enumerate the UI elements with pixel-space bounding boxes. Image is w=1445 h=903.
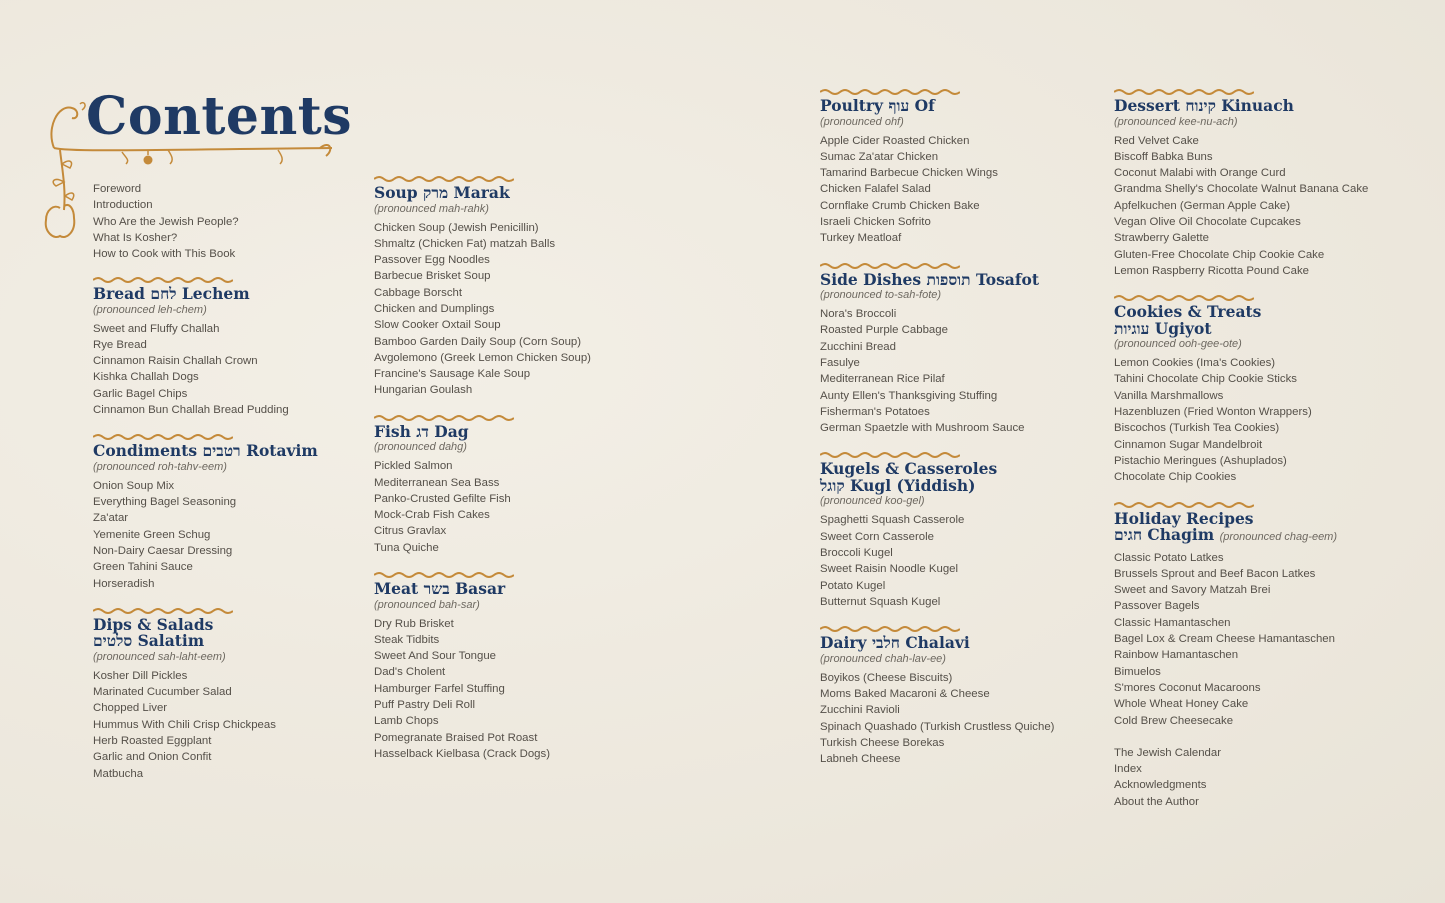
section-title-hebrew: עוגיות Ugiyot xyxy=(1114,318,1212,338)
list-item[interactable]: Gluten-Free Chocolate Chip Cookie Cake xyxy=(1114,248,1325,261)
list-item[interactable]: Lamb Chops xyxy=(374,715,439,728)
list-item[interactable]: Potato Kugel xyxy=(820,579,886,592)
wave-divider xyxy=(820,450,960,459)
section-title: Condiments רטבים Rotavim xyxy=(93,441,318,461)
list-item[interactable]: Hummus With Chili Crisp Chickpeas xyxy=(93,718,276,731)
list-item[interactable]: Chicken Falafel Salad xyxy=(820,183,931,196)
pronunciation: (pronounced ohf) xyxy=(820,115,904,128)
list-item[interactable]: Tahini Chocolate Chip Cookie Sticks xyxy=(1114,373,1297,386)
list-item[interactable]: Horseradish xyxy=(93,577,155,590)
spacer xyxy=(1114,729,1368,745)
section-side-dishes xyxy=(820,261,1054,437)
list-item[interactable]: Spaghetti Squash Casserole xyxy=(820,514,965,527)
section-title-hebrew: קוגל Kugl (Yiddish) xyxy=(820,475,976,495)
pronunciation: (pronounced koo-gel) xyxy=(820,495,925,508)
wave-divider xyxy=(1114,293,1254,302)
section-dessert xyxy=(1114,87,1368,279)
list-item[interactable]: Puff Pastry Deli Roll xyxy=(374,699,476,712)
list-item[interactable]: S'mores Coconut Macaroons xyxy=(1114,681,1261,694)
list-item[interactable]: Lemon Cookies (Ima's Cookies) xyxy=(1114,357,1276,370)
list-item[interactable]: The Jewish Calendar xyxy=(1114,746,1221,759)
list-item[interactable]: Acknowledgments xyxy=(1114,779,1207,792)
list-item[interactable]: Chicken and Dumplings xyxy=(374,302,495,315)
list-item[interactable]: Fasulye xyxy=(820,356,860,369)
list-item[interactable]: Dry Rub Brisket xyxy=(374,617,454,630)
list-item[interactable]: Whole Wheat Honey Cake xyxy=(1114,698,1249,711)
list-item[interactable]: Garlic and Onion Confit xyxy=(93,751,212,764)
section-title: Dips & Salads xyxy=(93,614,214,634)
pronunciation: (pronounced kee-nu-ach) xyxy=(1114,115,1238,128)
list-item[interactable]: Sweet Raisin Noodle Kugel xyxy=(820,563,959,576)
list-item[interactable]: Rainbow Hamantaschen xyxy=(1114,649,1239,662)
list-item[interactable]: Tuna Quiche xyxy=(374,541,439,554)
list-item[interactable]: Kishka Challah Dogs xyxy=(93,371,199,384)
section-title: Dessert קינוח Kinuach xyxy=(1114,96,1294,115)
list-item[interactable]: Bimuelos xyxy=(1114,665,1161,678)
pronunciation: (pronounced leh-chem) xyxy=(93,303,207,316)
list-item[interactable]: Cinnamon Bun Challah Bread Pudding xyxy=(93,403,289,416)
list-item[interactable]: Cold Brew Cheesecake xyxy=(1114,714,1234,727)
list-item[interactable]: Sumac Za'atar Chicken xyxy=(820,150,939,163)
wave-divider xyxy=(820,261,960,270)
pronunciation: (pronounced mah-rahk) xyxy=(374,202,489,215)
list-item[interactable]: Apfelkuchen (German Apple Cake) xyxy=(1114,199,1291,212)
list-item[interactable]: Cinnamon Raisin Challah Crown xyxy=(93,355,258,368)
list-item[interactable]: Garlic Bagel Chips xyxy=(93,387,188,400)
list-item[interactable]: Aunty Ellen's Thanksgiving Stuffing xyxy=(820,389,998,402)
list-item[interactable]: Mock-Crab Fish Cakes xyxy=(374,509,490,522)
section-title: Meat בשר Basar xyxy=(374,579,506,599)
list-item[interactable]: Roasted Purple Cabbage xyxy=(820,324,948,337)
section-cookies xyxy=(1114,293,1368,485)
list-item[interactable]: What Is Kosher? xyxy=(93,231,178,244)
pronunciation: (pronounced sah-laht-eem) xyxy=(93,650,226,663)
section-title: Dairy חלבי Chalavi xyxy=(820,633,970,653)
list-item[interactable]: About the Author xyxy=(1114,795,1199,808)
list-item[interactable]: Lemon Raspberry Ricotta Pound Cake xyxy=(1114,264,1310,277)
list-item[interactable]: Fisherman's Potatoes xyxy=(820,405,930,418)
section-title-hebrew: סלטים Salatim xyxy=(93,631,205,651)
section-title: Soup מרק Marak xyxy=(374,183,510,202)
pronunciation: (pronounced roh-tahv-eem) xyxy=(93,460,227,473)
wave-divider xyxy=(93,275,233,284)
list-item[interactable]: Kosher Dill Pickles xyxy=(93,669,188,682)
list-item[interactable]: Non-Dairy Caesar Dressing xyxy=(93,544,233,557)
list-item[interactable]: Cornflake Crumb Chicken Bake xyxy=(820,199,980,212)
intro-list xyxy=(93,181,239,262)
section-title: Bread לחם Lechem xyxy=(93,284,250,303)
list-item[interactable]: Pistachio Meringues (Ashuplados) xyxy=(1114,454,1287,467)
pronunciation: (pronounced chah-lav-ee) xyxy=(820,652,946,665)
list-item[interactable]: Dad's Cholent xyxy=(374,666,446,679)
list-item[interactable]: Everything Bagel Seasoning xyxy=(93,496,237,509)
list-item[interactable]: Vanilla Marshmallows xyxy=(1114,389,1224,402)
section-title-hebrew-text: חגים Chagim xyxy=(1114,525,1215,545)
list-item[interactable]: Cabbage Borscht xyxy=(374,286,463,299)
list-item[interactable]: Hazenbluzen (Fried Wonton Wrappers) xyxy=(1114,406,1312,419)
section-title: Fish דג Dag xyxy=(374,421,469,441)
list-item[interactable]: Hungarian Goulash xyxy=(374,384,473,397)
list-item[interactable]: Who Are the Jewish People? xyxy=(93,215,239,228)
list-item[interactable]: Mediterranean Sea Bass xyxy=(374,476,500,489)
list-item[interactable]: Brussels Sprout and Beef Bacon Latkes xyxy=(1114,567,1316,580)
list-item[interactable]: Pomegranate Braised Pot Roast xyxy=(374,731,538,744)
list-item[interactable]: Chicken Soup (Jewish Penicillin) xyxy=(374,221,539,234)
list-item[interactable]: Marinated Cucumber Salad xyxy=(93,686,232,699)
list-item[interactable]: How to Cook with This Book xyxy=(93,248,236,261)
list-item[interactable]: Vegan Olive Oil Chocolate Cupcakes xyxy=(1114,215,1301,228)
list-item[interactable]: Onion Soup Mix xyxy=(93,479,175,492)
section-dips-salads xyxy=(93,606,318,782)
section-fish xyxy=(374,413,591,556)
list-item[interactable]: Red Velvet Cake xyxy=(1114,134,1199,147)
list-item[interactable]: Broccoli Kugel xyxy=(820,547,893,560)
pronunciation: (pronounced dahg) xyxy=(374,441,467,454)
list-item[interactable]: Classic Hamantaschen xyxy=(1114,616,1231,629)
section-condiments xyxy=(93,432,318,592)
section-meat xyxy=(374,570,591,762)
list-item[interactable]: Pickled Salmon xyxy=(374,460,453,473)
list-item[interactable]: Chopped Liver xyxy=(93,702,168,715)
list-item[interactable]: Za'atar xyxy=(93,512,129,525)
list-item[interactable]: Turkey Meatloaf xyxy=(820,232,902,245)
list-item[interactable]: Hasselback Kielbasa (Crack Dogs) xyxy=(374,747,550,760)
wave-divider xyxy=(374,570,514,579)
column-2 xyxy=(374,174,591,776)
wave-divider xyxy=(93,606,233,615)
list-item[interactable]: German Spaetzle with Mushroom Sauce xyxy=(820,422,1025,435)
wave-divider xyxy=(820,624,960,633)
list-item[interactable]: Foreword xyxy=(93,183,142,195)
list-item[interactable]: Mediterranean Rice Pilaf xyxy=(820,373,945,386)
list-item[interactable]: Cinnamon Sugar Mandelbroit xyxy=(1114,438,1263,451)
list-item[interactable]: Passover Egg Noodles xyxy=(374,254,490,267)
list-item[interactable]: Coconut Malabi with Orange Curd xyxy=(1114,167,1286,180)
list-item[interactable]: Moms Baked Macaroni & Cheese xyxy=(820,688,990,701)
column-1 xyxy=(93,275,318,796)
list-item[interactable]: Index xyxy=(1114,763,1142,776)
section-soup xyxy=(374,174,591,399)
list-item[interactable]: Turkish Cheese Borekas xyxy=(820,736,945,749)
list-item[interactable]: Citrus Gravlax xyxy=(374,525,447,538)
list-item[interactable]: Green Tahini Sauce xyxy=(93,561,193,574)
list-item[interactable]: Yemenite Green Schug xyxy=(93,528,211,541)
pronunciation: (pronounced to-sah-fote) xyxy=(820,289,942,302)
wave-divider xyxy=(1114,87,1254,96)
list-item[interactable]: Avgolemono (Greek Lemon Chicken Soup) xyxy=(374,351,591,364)
wave-divider xyxy=(1114,500,1254,509)
list-item[interactable]: Sweet and Fluffy Challah xyxy=(93,322,220,335)
section-title: Cookies & Treats xyxy=(1114,302,1262,322)
list-item[interactable]: Sweet And Sour Tongue xyxy=(374,650,497,663)
list-item[interactable]: Labneh Cheese xyxy=(820,753,901,766)
list-item[interactable]: Zucchini Ravioli xyxy=(820,704,900,717)
list-item[interactable]: Bagel Lox & Cream Cheese Hamantaschen xyxy=(1114,633,1335,646)
list-item[interactable]: Barbecue Brisket Soup xyxy=(374,270,491,283)
list-item[interactable]: Apple Cider Roasted Chicken xyxy=(820,134,970,147)
list-item[interactable]: Hamburger Farfel Stuffing xyxy=(374,682,505,695)
section-title: Side Dishes תוספות Tosafot xyxy=(820,269,1040,289)
list-item[interactable]: Grandma Shelly's Chocolate Walnut Banana Cake xyxy=(1114,183,1369,196)
wave-divider xyxy=(93,432,233,441)
column-3 xyxy=(820,87,1054,782)
list-item[interactable]: Passover Bagels xyxy=(1114,600,1200,613)
list-item[interactable]: Rye Bread xyxy=(93,338,147,351)
list-item[interactable]: Classic Potato Latkes xyxy=(1114,551,1224,564)
column-4 xyxy=(1114,87,1368,824)
list-item[interactable]: Boyikos (Cheese Biscuits) xyxy=(820,671,953,684)
list-item[interactable]: Butternut Squash Kugel xyxy=(820,595,941,608)
list-item[interactable]: Strawberry Galette xyxy=(1114,232,1209,245)
list-item[interactable]: Spinach Quashado (Turkish Crustless Quiche) xyxy=(820,720,1055,733)
section-holiday xyxy=(1114,500,1368,810)
list-item[interactable]: Bamboo Garden Daily Soup (Corn Soup) xyxy=(374,335,582,348)
section-poultry xyxy=(820,87,1054,247)
section-title: Holiday Recipes xyxy=(1114,508,1254,528)
list-item[interactable]: Biscochos (Turkish Tea Cookies) xyxy=(1114,422,1280,435)
list-item[interactable]: Herb Roasted Eggplant xyxy=(93,735,212,748)
wave-divider xyxy=(374,413,514,422)
list-item[interactable]: Panko-Crusted Gefilte Fish xyxy=(374,492,511,505)
section-title: Kugels & Casseroles xyxy=(820,459,998,479)
list-item[interactable]: Israeli Chicken Sofrito xyxy=(820,215,931,228)
section-dairy xyxy=(820,624,1054,767)
wave-divider xyxy=(820,87,960,96)
section-title: Poultry עוף Of xyxy=(820,96,935,115)
page-title: Contents xyxy=(86,86,353,147)
list-item[interactable]: Sweet Corn Casserole xyxy=(820,530,934,543)
list-item[interactable]: Steak Tidbits xyxy=(374,633,440,646)
pronunciation: (pronounced chag-eem) xyxy=(1219,531,1338,544)
pronunciation: (pronounced ooh-gee-ote) xyxy=(1114,338,1242,351)
list-item[interactable]: Introduction xyxy=(93,199,153,212)
list-item[interactable]: Biscoff Babka Buns xyxy=(1114,150,1213,163)
section-bread xyxy=(93,275,318,418)
list-item[interactable]: Zucchini Bread xyxy=(820,340,896,353)
list-item[interactable]: Francine's Sausage Kale Soup xyxy=(374,368,531,381)
list-item[interactable]: Sweet and Savory Matzah Brei xyxy=(1114,584,1271,597)
list-item[interactable]: Shmaltz (Chicken Fat) matzah Balls xyxy=(374,237,556,250)
wave-divider xyxy=(374,174,514,183)
section-kugels xyxy=(820,450,1054,610)
pronunciation: (pronounced bah-sar) xyxy=(374,598,480,611)
list-item[interactable]: Nora's Broccoli xyxy=(820,308,897,321)
list-item[interactable]: Matbucha xyxy=(93,767,144,780)
list-item[interactable]: Chocolate Chip Cookies xyxy=(1114,471,1237,484)
section-title-hebrew xyxy=(1114,527,1368,546)
list-item[interactable]: Tamarind Barbecue Chicken Wings xyxy=(820,167,998,180)
list-item[interactable]: Slow Cooker Oxtail Soup xyxy=(374,319,501,332)
